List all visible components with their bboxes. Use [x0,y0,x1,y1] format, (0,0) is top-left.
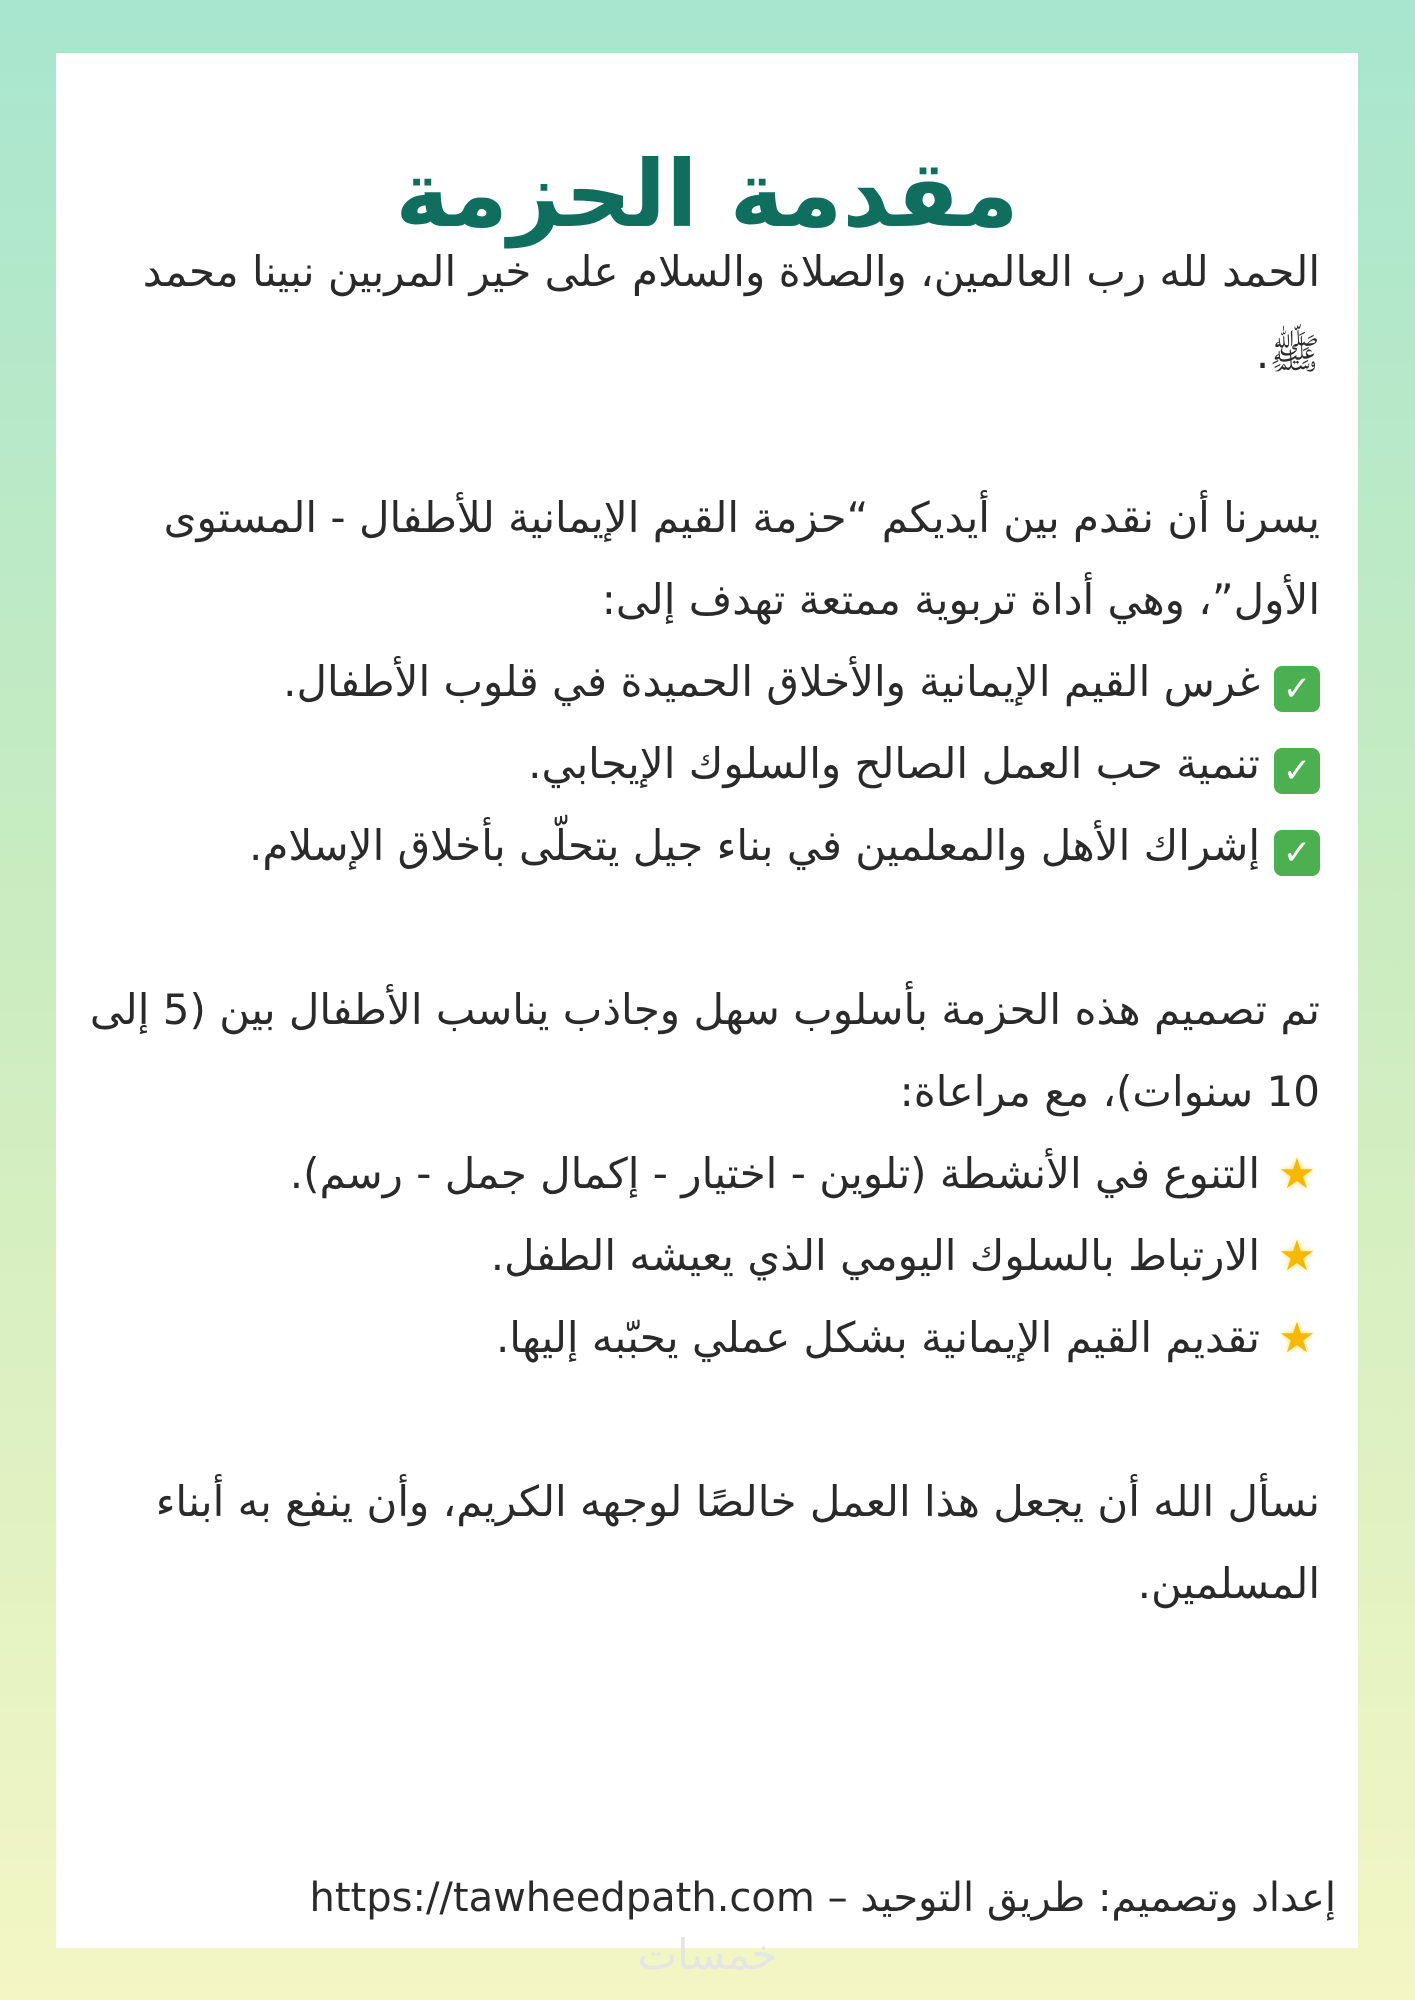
feature-text: الارتباط بالسلوك اليومي الذي يعيشه الطفل. [490,1231,1260,1280]
feature-list-item [86,1215,1320,1297]
footer-label: إعداد وتصميم: طريق التوحيد [860,1875,1336,1921]
star-icon: ★ [1278,1231,1316,1280]
check-icon: ✓ [1274,666,1320,712]
goal-list-item [86,805,1320,887]
design-paragraph: تم تصميم هذه الحزمة بأسلوب سهل وجاذب يناسب الأطفال بين (5 إلى 10 سنوات)، مع مراعاة: [89,985,1320,1116]
goal-text: إشراك الأهل والمعلمين في بناء جيل يتحلّى بأخلاق الإسلام. [249,821,1260,870]
page-title: مقدمة الحزمة [395,141,1019,248]
footer-url[interactable]: https://tawheedpath.com [309,1875,815,1921]
goal-list-item [86,723,1320,805]
footer-credit [116,1868,1336,1928]
closing-paragraph: نسأل الله أن يجعل هذا العمل خالصًا لوجهه الكريم، وأن ينفع به أبناء المسلمين. [155,1477,1320,1608]
check-icon: ✓ [1274,748,1320,794]
footer-separator: – [827,1875,848,1921]
intro-paragraph: الحمد لله رب العالمين، والصلاة والسلام على خير المربين نبينا محمد ﷺ. [142,247,1320,378]
goal-list-item [86,641,1320,723]
feature-list-item [86,1133,1320,1215]
paragraph-gap [86,887,1320,969]
package-intro-paragraph: يسرنا أن نقدم بين أيديكم “حزمة القيم الإيمانية للأطفال - المستوى الأول”، وهي أداة تربوية ممتعة تهدف إلى: [163,493,1320,624]
goal-text: غرس القيم الإيمانية والأخلاق الحميدة في قلوب الأطفال. [283,657,1260,706]
watermark-logo: خمسات [637,1930,778,1979]
check-icon: ✓ [1274,830,1320,876]
star-icon: ★ [1278,1149,1316,1198]
document-body [86,231,1320,1625]
star-icon: ★ [1278,1313,1316,1362]
feature-text: التنوع في الأنشطة (تلوين - اختيار - إكمال جمل - رسم). [289,1149,1260,1198]
paragraph-gap [86,1379,1320,1461]
feature-text: تقديم القيم الإيمانية بشكل عملي يحبّبه إليها. [495,1313,1260,1362]
feature-list-item [86,1297,1320,1379]
paragraph-gap [86,395,1320,477]
document-card [56,53,1358,1948]
goal-text: تنمية حب العمل الصالح والسلوك الإيجابي. [528,739,1260,788]
